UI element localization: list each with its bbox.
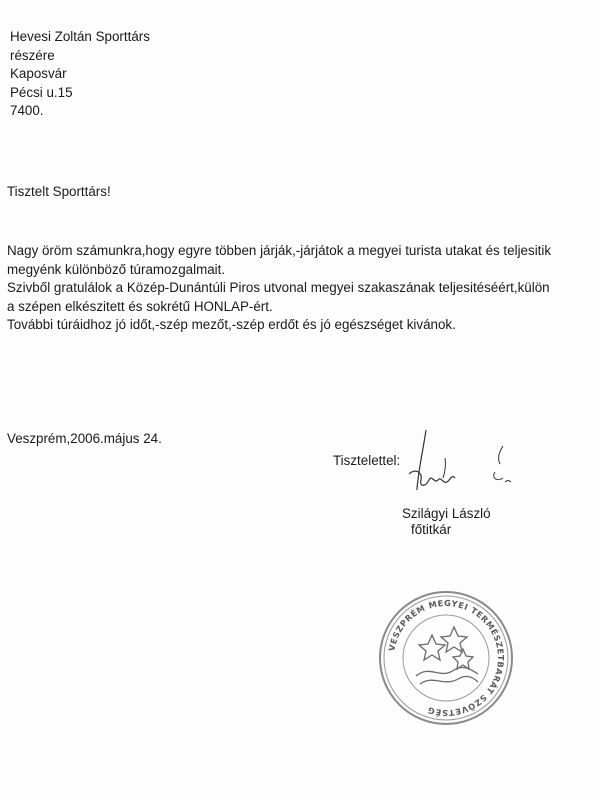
recipient-postcode: 7400. xyxy=(10,103,44,118)
body-line-3: Szivből gratulálok a Közép-Dunántúli Piros utvonal megyei szakaszának teljesitéséért,külön xyxy=(7,280,550,295)
body-line-1: Nagy öröm számunkra,hogy egyre többen járják,-járjátok a megyei turista utakat és teljesitik xyxy=(7,243,552,258)
letter-date: Veszprém,2006.május 24. xyxy=(7,431,162,446)
recipient-name: Hevesi Zoltán Sporttárs xyxy=(10,29,150,44)
official-stamp-seal xyxy=(378,590,514,726)
recipient-address xyxy=(10,28,150,121)
recipient-addressing: részére xyxy=(10,47,55,63)
recipient-city: Kaposvár xyxy=(10,66,67,81)
seal-flowers-icon xyxy=(416,627,478,684)
body-line-4: a szépen elkészitett és sokrétű HONLAP-ért. xyxy=(7,298,273,314)
body-line-5: További túráidhoz jó időt,-szép mezőt,-szép erdőt és jó egészséget kivánok. xyxy=(7,317,456,332)
body-line-2: megyénk különböző túramozgalmait. xyxy=(7,261,226,277)
salutation: Tisztelt Sporttárs! xyxy=(7,184,111,199)
recipient-street: Pécsi u.15 xyxy=(10,84,73,100)
handwritten-signature xyxy=(405,428,525,500)
closing-phrase: Tisztelettel: xyxy=(333,453,401,468)
letter-body xyxy=(7,242,551,335)
seal-text: VESZPRÉM MEGYEI TERMÉSZETBARÁT SZÖVETSÉG xyxy=(386,597,507,719)
signer-name: Szilágyi László xyxy=(402,506,491,521)
signer-title: főtitkár xyxy=(411,522,452,537)
